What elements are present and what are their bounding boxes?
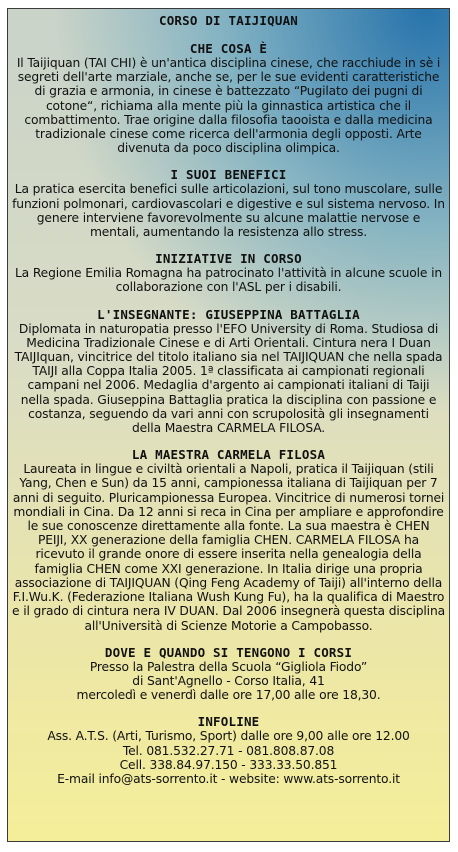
address-line: di Sant'Agnello - Corso Italia, 41 — [132, 673, 325, 688]
section-infoline — [12, 714, 445, 786]
section-where-when — [12, 645, 445, 703]
section-body: La pratica esercita benefici sulle articolazioni, sul tono muscolare, sulle funzioni polmonari, cardiovascolari e digestive e sul sistema nervoso. In genere interviene favorevolmente su alcune malattie nervose e mentali, aumentando la resistenza allo stress. — [12, 182, 445, 240]
contact-email-website: E-mail info@ats-sorrento.it - website: www.ats-sorrento.it — [57, 771, 400, 786]
schedule-line: mercoledì e venerdì dalle ore 17,00 alle ore 18,30. — [76, 688, 381, 703]
section-heading: DOVE E QUANDO SI TENGONO I CORSI — [104, 644, 353, 660]
section-body: Diplomata in naturopatia presso l'EFO University di Roma. Studiosa di Medicina Tradizionale Cinese e di Arti Orientali. Cintura nera I Duan TAIJIquan, vincitrice del titolo italiano sia nel TAIJIQUAN che nella spada TAIJI alla Coppa Italia 2005. 1ª classificata ai campionati regionali campani nel 2006. Medaglia d'argento ai campionati italiani di Taiji nella spada. Giuseppina Battaglia pratica la disciplina con passione e costanza, seguendo da vari anni con scrupolosità gli insegnamenti della Maestra CARMELA FILOSA. — [14, 321, 443, 436]
phone-line: Tel. 081.532.27.71 - 081.808.87.08 — [122, 743, 335, 758]
section-initiatives — [12, 251, 445, 294]
section-master — [12, 447, 445, 632]
document-title: CORSO DI TAIJIQUAN — [158, 13, 299, 28]
section-body: La Regione Emilia Romagna ha patrocinato l'attività in alcune scuole in collaborazione con l'ASL per i disabili. — [14, 266, 443, 295]
section-body: Il Taijiquan (TAI CHI) è un'antica disciplina cinese, che racchiude in sè i segreti dell'arte marziale, anche se, per le sue evidenti caratteristiche di grazia e armonia, in cinese è battezzato “Pugilato dei pugni di cotone“, richiama alla mente più la ginnastica artistica che il combattimento. Trae origine dalla filosofia taooista e dalla medicina tradizionale cinese come ricerca dell'armonia degli opposti. Arte divenuta da poco disciplina olimpica. — [16, 56, 441, 156]
section-heading: L'INSEGNANTE: GIUSEPPINA BATTAGLIA — [97, 306, 360, 322]
venue-line: Presso la Palestra della Scuola “Gigliola Fiodo” — [89, 659, 368, 674]
section-heading: INIZIATIVE IN CORSO — [155, 251, 302, 267]
section-heading: CHE COSA È — [189, 41, 268, 56]
section-what-is — [12, 41, 445, 155]
section-body: Laureata in lingue e civiltà orientali a Napoli, pratica il Taijiquan (stili Yang, Chen e Sun) da 15 anni, campionessa italiana di Taijiquan per 7 anni di seguito. Pluricampionessa Europea. Vincitrice di numerosi tornei mondiali in Cina. Da 12 anni si reca in Cina per ampliare e approfondire le sue conoscenze direttamente alla fonte. La sua maestra è CHEN PEIJI, XX generazione della famiglia CHEN. CARMELA FILOSA ha ricevuto il grande onore di essere inserita nella genealogia della famiglia CHEN come XXI generazione. In Italia dirige una propria associazione di TAIJIQUAN (Qing Feng Academy of Taiji) all'interno della F.I.Wu.K. (Federazione Italiana Wush Kung Fu), ha la qualifica di Maestro e il grado di cintura nera IV DUAN. Dal 2006 insegnerà questa disciplina all'Università di Scienze Motorie a Campobasso. — [12, 462, 445, 633]
section-heading: I SUOI BENEFICI — [170, 167, 287, 183]
section-heading: LA MAESTRA CARMELA FILOSA — [131, 447, 326, 463]
section-benefits — [12, 167, 445, 239]
association-line: Ass. A.T.S. (Arti, Turismo, Sport) dalle ore 9,00 alle ore 12.00 — [47, 729, 410, 744]
course-flyer — [7, 8, 450, 842]
mobile-line: Cell. 338.84.97.150 - 333.33.50.851 — [119, 757, 338, 772]
section-teacher — [12, 307, 445, 436]
section-heading: INFOLINE — [197, 714, 260, 730]
flyer-content — [8, 9, 449, 786]
